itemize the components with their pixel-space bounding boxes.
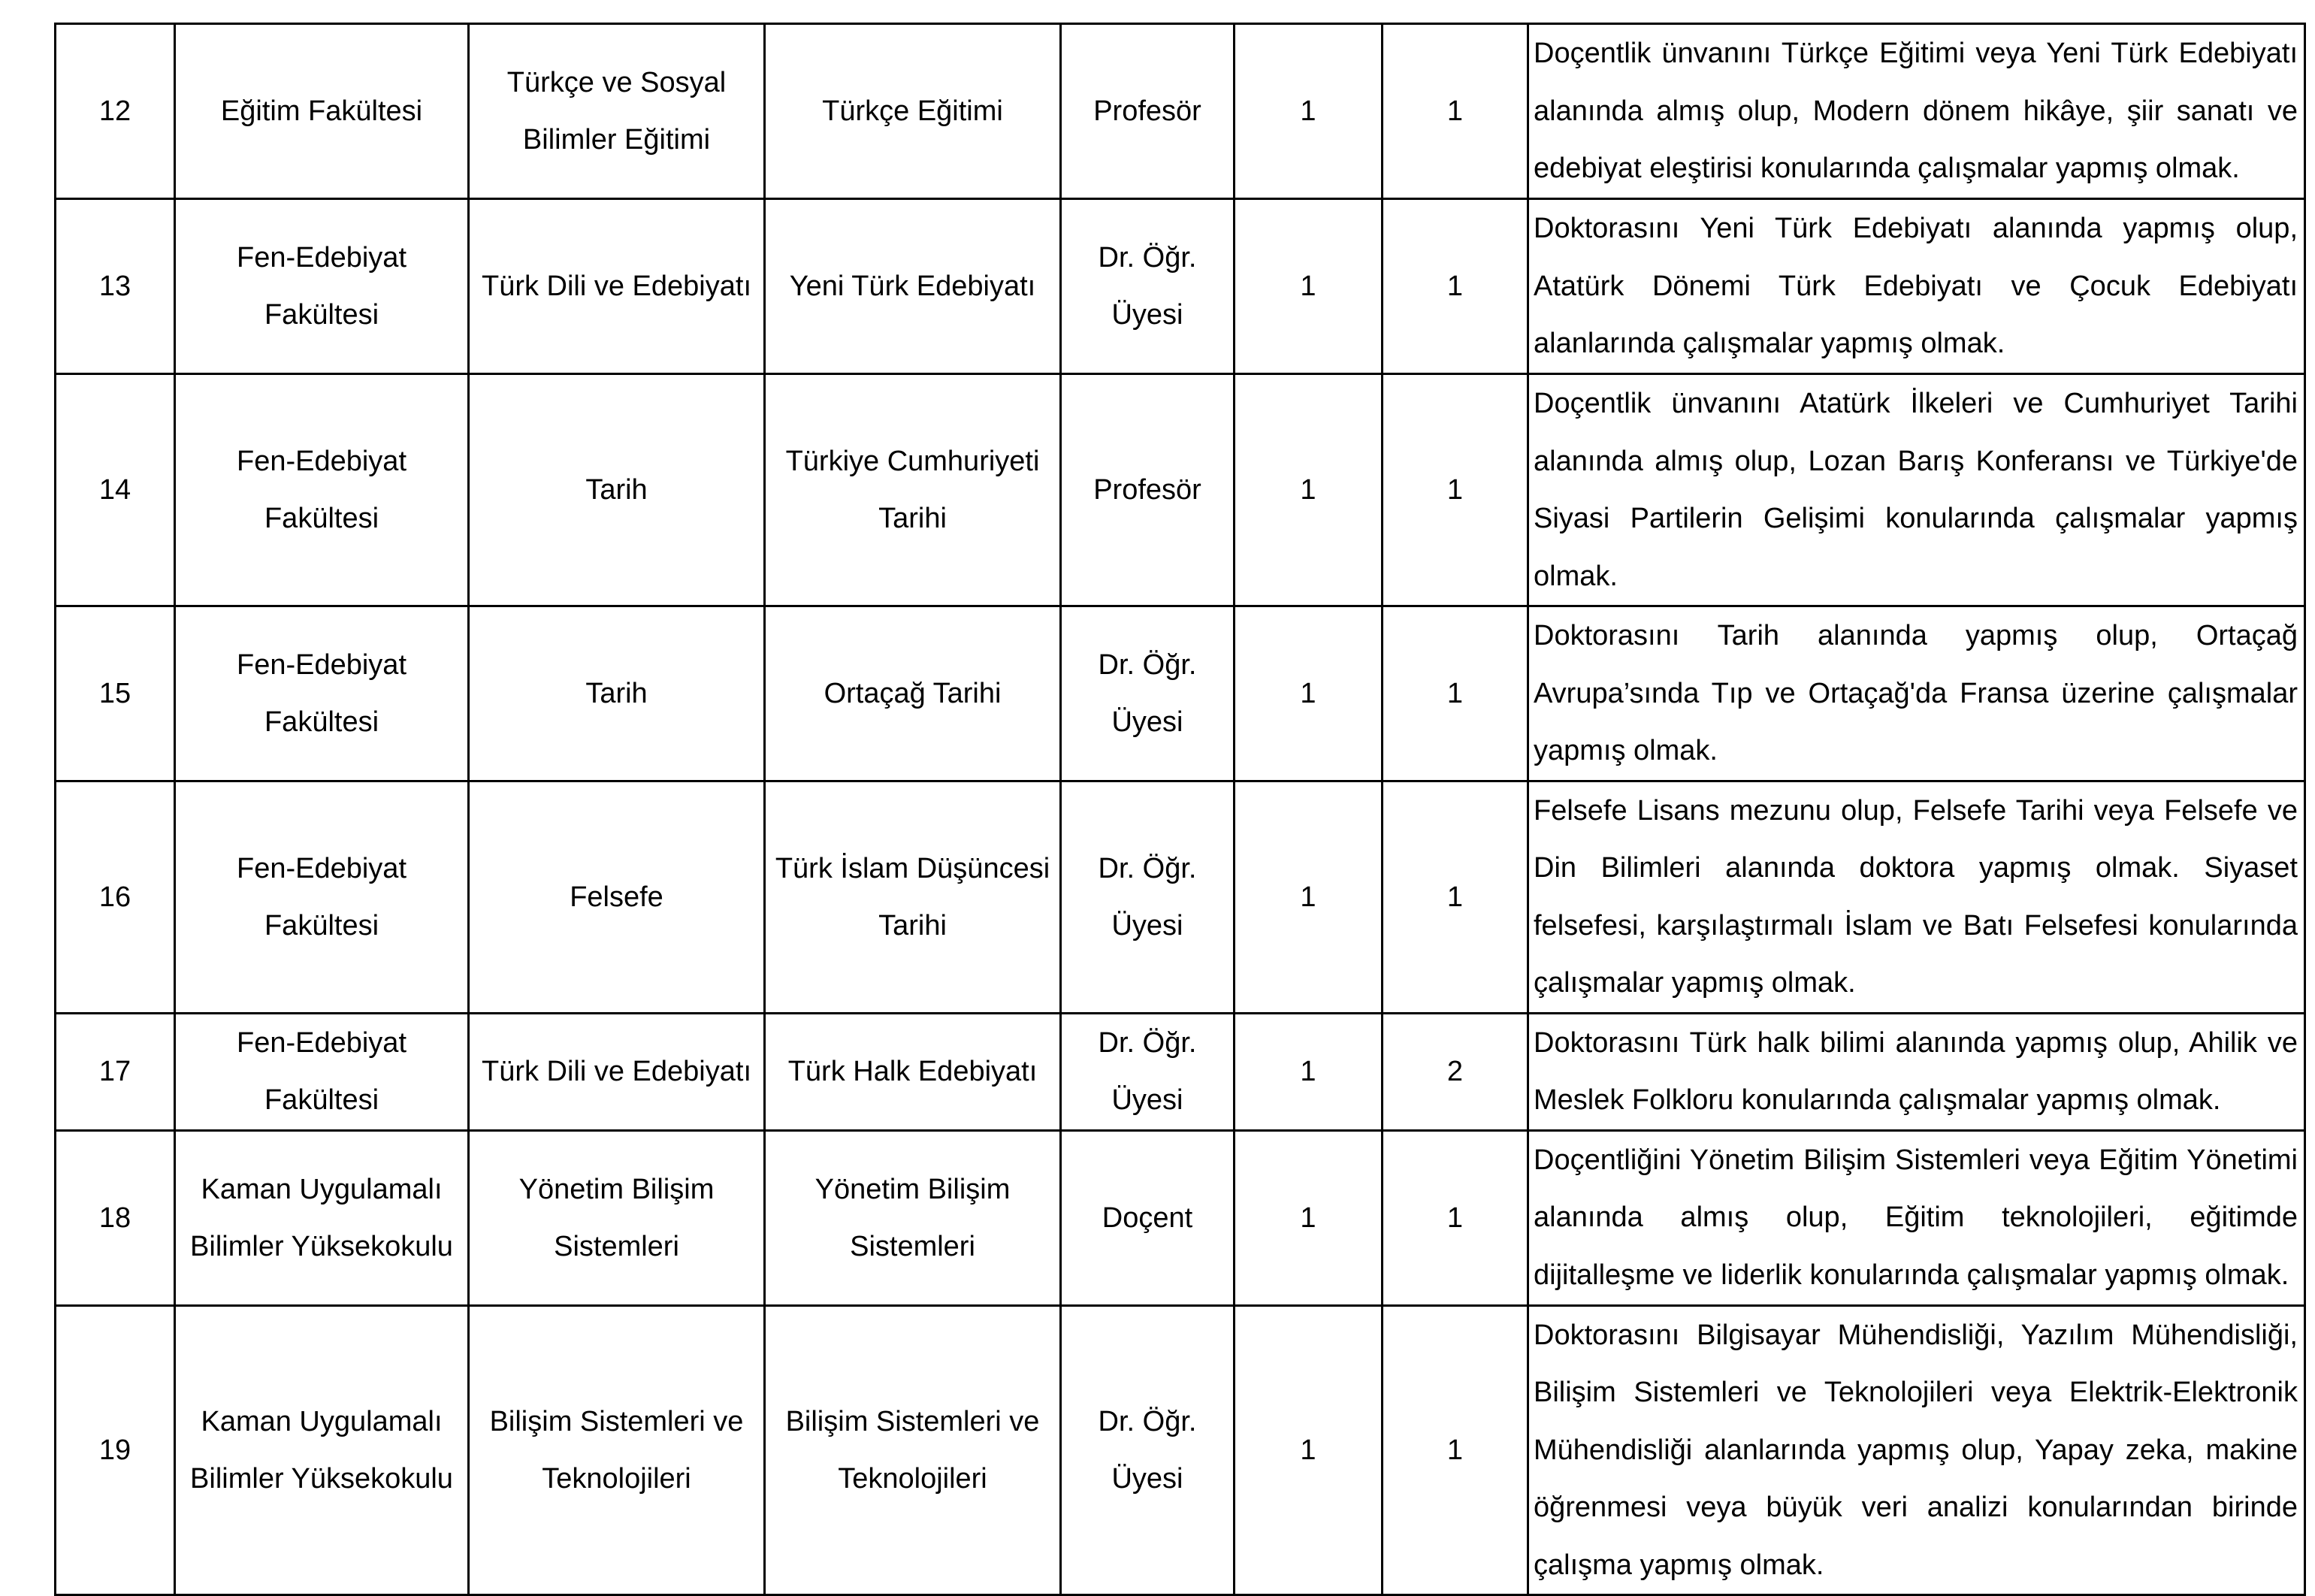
department-name: Bilişim Sistemleri ve Teknolojileri	[469, 1305, 765, 1595]
requirements-description: Doçentlik ünvanını Atatürk İlkeleri ve Cumhuriyet Tarihi alanında almış olup, Lozan Barış Konferansı ve Türkiye'de Siyasi Partilerin Gelişimi konularında çalışmalar yapmış olmak.	[1528, 374, 2305, 606]
department-name: Türk Dili ve Edebiyatı	[469, 199, 765, 374]
department-name: Tarih	[469, 606, 765, 781]
row-number: 15	[56, 606, 175, 781]
division-name: Yeni Türk Edebiyatı	[765, 199, 1061, 374]
requirements-description: Doçentliğini Yönetim Bilişim Sistemleri veya Eğitim Yönetimi alanında almış olup, Eğitim teknolojileri, eğitimde dijitalleşme ve liderlik konularında çalışmalar yapmış olmak.	[1528, 1130, 2305, 1305]
position-count: 1	[1235, 1130, 1383, 1305]
unit-name: Eğitim Fakültesi	[175, 24, 469, 199]
requirements-description: Doktorasını Bilgisayar Mühendisliği, Yazılım Mühendisliği, Bilişim Sistemleri ve Teknolojileri veya Elektrik-Elektronik Mühendisliği alanlarında yapmış olup, Yapay zeka, makine öğrenmesi veya büyük veri analizi konularından birinde çalışma yapmış olmak.	[1528, 1305, 2305, 1595]
title: Dr. Öğr. Üyesi	[1061, 199, 1235, 374]
division-name: Yönetim Bilişim Sistemleri	[765, 1130, 1061, 1305]
division-name: Türkiye Cumhuriyeti Tarihi	[765, 374, 1061, 606]
division-name: Türk İslam Düşüncesi Tarihi	[765, 781, 1061, 1013]
table-row	[56, 1305, 2305, 1595]
degree: 1	[1383, 374, 1528, 606]
row-number: 12	[56, 24, 175, 199]
title: Profesör	[1061, 24, 1235, 199]
title: Profesör	[1061, 374, 1235, 606]
degree: 2	[1383, 1013, 1528, 1130]
unit-name: Fen-Edebiyat Fakültesi	[175, 374, 469, 606]
staff-position-table	[54, 23, 2306, 1596]
position-count: 1	[1235, 606, 1383, 781]
position-count: 1	[1235, 24, 1383, 199]
unit-name: Fen-Edebiyat Fakültesi	[175, 606, 469, 781]
title: Doçent	[1061, 1130, 1235, 1305]
position-count: 1	[1235, 781, 1383, 1013]
table-row	[56, 24, 2305, 199]
degree: 1	[1383, 1130, 1528, 1305]
requirements-description: Felsefe Lisans mezunu olup, Felsefe Tarihi veya Felsefe ve Din Bilimleri alanında doktora yapmış olmak. Siyaset felsefesi, karşılaştırmalı İslam ve Batı Felsefesi konularında çalışmalar yapmış olmak.	[1528, 781, 2305, 1013]
degree: 1	[1383, 1305, 1528, 1595]
staff-position-table-wrapper	[54, 23, 2304, 1596]
requirements-description: Doktorasını Türk halk bilimi alanında yapmış olup, Ahilik ve Meslek Folkloru konularında çalışmalar yapmış olmak.	[1528, 1013, 2305, 1130]
position-count: 1	[1235, 199, 1383, 374]
table-row	[56, 1013, 2305, 1130]
unit-name: Kaman Uygulamalı Bilimler Yüksekokulu	[175, 1130, 469, 1305]
table-row	[56, 199, 2305, 374]
division-name: Bilişim Sistemleri ve Teknolojileri	[765, 1305, 1061, 1595]
table-row	[56, 1130, 2305, 1305]
position-count: 1	[1235, 374, 1383, 606]
requirements-description: Doktorasını Yeni Türk Edebiyatı alanında yapmış olup, Atatürk Dönemi Türk Edebiyatı ve Çocuk Edebiyatı alanlarında çalışmalar yapmış olmak.	[1528, 199, 2305, 374]
unit-name: Fen-Edebiyat Fakültesi	[175, 781, 469, 1013]
requirements-description: Doktorasını Tarih alanında yapmış olup, Ortaçağ Avrupa’sında Tıp ve Ortaçağ'da Fransa üzerine çalışmalar yapmış olmak.	[1528, 606, 2305, 781]
department-name: Türk Dili ve Edebiyatı	[469, 1013, 765, 1130]
unit-name: Kaman Uygulamalı Bilimler Yüksekokulu	[175, 1305, 469, 1595]
position-count: 1	[1235, 1305, 1383, 1595]
title: Dr. Öğr. Üyesi	[1061, 606, 1235, 781]
unit-name: Fen-Edebiyat Fakültesi	[175, 1013, 469, 1130]
table-row	[56, 781, 2305, 1013]
row-number: 19	[56, 1305, 175, 1595]
department-name: Türkçe ve Sosyal Bilimler Eğitimi	[469, 24, 765, 199]
title: Dr. Öğr. Üyesi	[1061, 1013, 1235, 1130]
unit-name: Fen-Edebiyat Fakültesi	[175, 199, 469, 374]
degree: 1	[1383, 781, 1528, 1013]
row-number: 16	[56, 781, 175, 1013]
position-count: 1	[1235, 1013, 1383, 1130]
division-name: Türkçe Eğitimi	[765, 24, 1061, 199]
division-name: Türk Halk Edebiyatı	[765, 1013, 1061, 1130]
row-number: 13	[56, 199, 175, 374]
division-name: Ortaçağ Tarihi	[765, 606, 1061, 781]
row-number: 17	[56, 1013, 175, 1130]
department-name: Felsefe	[469, 781, 765, 1013]
department-name: Yönetim Bilişim Sistemleri	[469, 1130, 765, 1305]
requirements-description: Doçentlik ünvanını Türkçe Eğitimi veya Yeni Türk Edebiyatı alanında almış olup, Modern dönem hikâye, şiir sanatı ve edebiyat eleştirisi konularında çalışmalar yapmış olmak.	[1528, 24, 2305, 199]
degree: 1	[1383, 199, 1528, 374]
table-row	[56, 374, 2305, 606]
row-number: 18	[56, 1130, 175, 1305]
department-name: Tarih	[469, 374, 765, 606]
row-number: 14	[56, 374, 175, 606]
table-row	[56, 606, 2305, 781]
title: Dr. Öğr. Üyesi	[1061, 1305, 1235, 1595]
title: Dr. Öğr. Üyesi	[1061, 781, 1235, 1013]
degree: 1	[1383, 606, 1528, 781]
degree: 1	[1383, 24, 1528, 199]
